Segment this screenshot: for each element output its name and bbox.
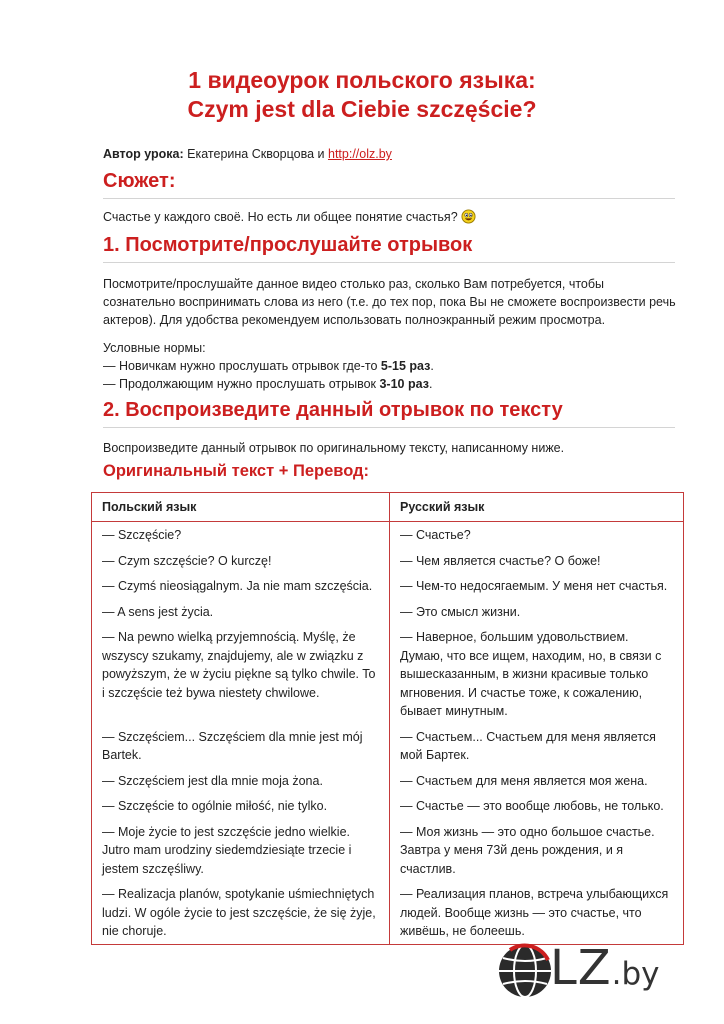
cell-polish: — Szczęście? <box>92 522 390 548</box>
column-header-polish: Польский язык <box>92 493 390 522</box>
norms-block <box>103 339 678 393</box>
cell-russian: — Чем является счастье? О боже! <box>400 553 601 568</box>
norm-beginners: — Новичкам нужно прослушать отрывок где-то 5-15 раз. <box>103 359 434 373</box>
translation-heading: Оригинальный текст + Перевод: <box>103 462 370 480</box>
table-row <box>92 573 684 599</box>
olz-logo <box>496 938 666 1002</box>
table-row <box>92 522 684 548</box>
table-header-row <box>92 493 684 522</box>
table-row <box>92 624 684 724</box>
table-row <box>92 548 684 574</box>
cell-russian: — Реализация планов, встреча улыбающихся людей. Вообще жизнь — это счастье, что живёшь, не болеешь. <box>400 887 669 938</box>
table-row <box>92 819 684 882</box>
cell-russian: — Счастье — это вообще любовь, не только. <box>400 799 664 813</box>
logo-text: LZ.by <box>550 940 660 996</box>
section1-paragraph: Посмотрите/прослушайте данное видео столько раз, сколько Вам потребуется, чтобы сознательно воспринимать слова из него (т.е. до тех пор, пока Вы не сможете воспроизвести речь актеров). Для удобства рекомендуем использовать полноэкранный режим просмотра. <box>103 277 676 327</box>
norm-continuing: — Продолжающим нужно прослушать отрывок 3-10 раз. <box>103 377 433 391</box>
author-line <box>103 147 392 161</box>
column-header-russian: Русский язык <box>390 493 684 522</box>
plot-heading: Сюжет: <box>103 168 675 199</box>
cell-polish: — Czymś nieosiągalnym. Ja nie mam szczęścia. <box>92 573 390 599</box>
cell-russian: — Счастьем... Счастьем для меня является мой Бартек. <box>400 729 656 762</box>
section2-heading: 2. Воспроизведите данный отрывок по тексту <box>103 397 675 428</box>
table-row <box>92 768 684 794</box>
translation-table <box>91 492 684 945</box>
author-names: Екатерина Скворцова и <box>187 147 325 161</box>
cell-polish: — Czym szczęście? O kurczę! <box>92 548 390 574</box>
table-row <box>92 724 684 768</box>
page-title-line1: 1 видеоурок польского языка: <box>188 67 536 93</box>
plot-text: Счастье у каждого своё. Но есть ли общее понятие счастья? <box>103 210 458 224</box>
cell-polish: — Realizacja planów, spotykanie uśmiechniętych ludzi. W ogóle życie to jest szczęście, że się żyje, nie choruje. <box>92 881 390 944</box>
page-title <box>0 66 724 124</box>
cell-russian: — Моя жизнь — это одно большое счастье. Завтра у меня 73й день рождения, и я счастлив. <box>400 824 655 876</box>
cell-polish: — Moje życie to jest szczęście jedno wielkie. Jutro mam urodziny siedemdziesiąte trzecie i jestem szczęśliwy. <box>92 819 390 882</box>
author-link[interactable]: http://olz.by <box>328 147 392 161</box>
author-label: Автор урока: <box>103 147 184 161</box>
cell-polish: — A sens jest życia. <box>92 599 390 625</box>
cell-russian: — Счастьем для меня является моя жена. <box>400 773 648 788</box>
table-row <box>92 599 684 625</box>
cell-polish: — Szczęściem... Szczęściem dla mnie jest mój Bartek. <box>92 724 390 768</box>
cell-russian: — Счастье? <box>400 528 471 542</box>
table-row <box>92 881 684 944</box>
smiley-icon <box>461 209 476 224</box>
cell-russian: — Это смысл жизни. <box>400 604 521 619</box>
cell-polish: — Szczęście to ogólnie miłość, nie tylko. <box>92 793 390 819</box>
cell-polish: — Szczęściem jest dla mnie moja żona. <box>92 768 390 794</box>
section1-heading: 1. Посмотрите/прослушайте отрывок <box>103 232 675 263</box>
cell-russian: — Наверное, большим удовольствием. Думаю, что все ищем, находим, но, в связи с вышесказанным, в жизни красивые только мгновения. И счастье тоже, к сожалению, бывает минутным. <box>400 630 662 718</box>
table-row <box>92 793 684 819</box>
cell-russian: — Чем-то недосягаемым. У меня нет счастья. <box>400 579 668 593</box>
page-title-line2: Czym jest dla Ciebie szczęście? <box>187 96 537 122</box>
cell-polish: — Na pewno wielką przyjemnością. Myślę, że wszyscy szukamy, znajdujemy, ale w związku z powyższym, że w życiu piękne są tylko chwile. To i szczęście też bywa niestety chwilowe. <box>92 624 390 724</box>
norms-title: Условные нормы: <box>103 341 206 355</box>
plot-text-line <box>103 208 678 226</box>
globe-icon <box>496 942 554 1000</box>
section2-paragraph: Воспроизведите данный отрывок по оригинальному тексту, написанному ниже. <box>103 441 565 455</box>
